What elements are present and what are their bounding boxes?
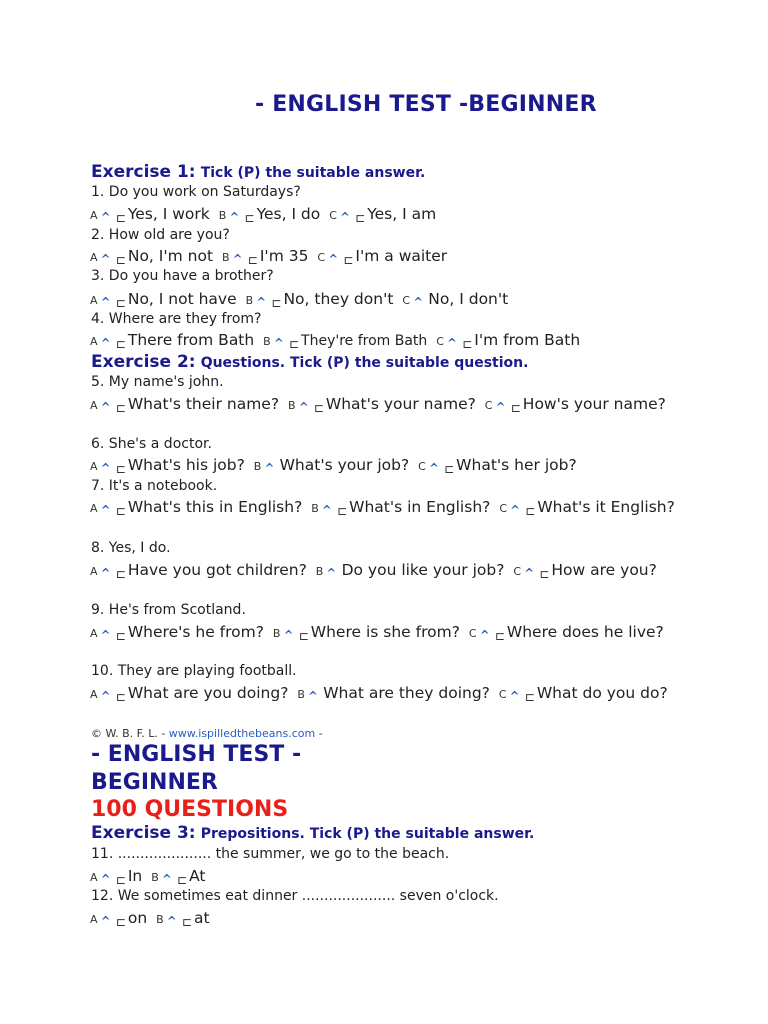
question-7: 7. It's a notebook. [91, 478, 218, 494]
header2-line3: 100 QUESTIONS [91, 797, 289, 822]
option-b-text: What's in English? [349, 498, 491, 516]
option-a-checkbox[interactable]: ‸ [100, 679, 111, 695]
option-c-checkbox[interactable]: ‸ [446, 326, 458, 342]
option-b-checkbox[interactable]: ‸ [326, 556, 337, 572]
option-letter: C [498, 688, 507, 701]
exercise-2-heading [91, 352, 528, 372]
box-mark-icon: ⊏ [115, 211, 126, 225]
option-letter: A [90, 627, 98, 640]
option-b-text: They're from Bath [301, 333, 428, 349]
option-a-checkbox[interactable]: ‸ [100, 200, 111, 216]
option-letter: C [317, 251, 326, 264]
box-mark-icon: ⊏ [313, 401, 324, 415]
option-a-checkbox[interactable]: ‸ [100, 326, 111, 342]
option-c-checkbox[interactable]: ‸ [428, 451, 440, 467]
question-3: 3. Do you have a brother? [91, 268, 274, 284]
option-b-text: Where is she from? [310, 623, 460, 641]
option-a-checkbox[interactable]: ‸ [100, 862, 111, 878]
answer-row-7 [90, 493, 690, 519]
box-mark-icon: ⊏ [115, 462, 126, 476]
box-mark-icon: ⊏ [247, 253, 258, 267]
option-letter: C [499, 502, 507, 515]
option-letter: C [436, 335, 444, 348]
box-mark-icon: ⊏ [115, 253, 126, 267]
question-4: 4. Where are they from? [91, 311, 262, 327]
option-c-checkbox[interactable]: ‸ [413, 285, 424, 301]
question-1: 1. Do you work on Saturdays? [91, 184, 301, 200]
option-c-checkbox[interactable]: ‸ [339, 200, 351, 216]
option-letter: B [297, 688, 305, 701]
option-c-text: How are you? [551, 561, 657, 579]
option-b-text: Yes, I do [256, 205, 321, 223]
option-a-text: on [127, 909, 148, 927]
option-b-checkbox[interactable]: ‸ [232, 242, 243, 258]
exercise-2-label: Exercise 2: [91, 352, 196, 372]
header2-line2: BEGINNER [91, 770, 218, 795]
option-b-text: Do you like your job? [341, 561, 505, 579]
option-letter: B [245, 294, 254, 307]
question-8: 8. Yes, I do. [91, 540, 171, 556]
option-b-checkbox[interactable]: ‸ [161, 862, 173, 878]
option-letter: B [156, 913, 164, 926]
exercise-3-label: Exercise 3: [91, 823, 196, 843]
question-11: 11. ..................... the summer, we go to the beach. [91, 846, 450, 862]
option-letter: A [90, 209, 98, 222]
option-b-checkbox[interactable]: ‸ [298, 390, 309, 406]
option-letter: B [272, 627, 281, 640]
question-12: 12. We sometimes eat dinner ..................... seven o'clock. [91, 888, 499, 904]
option-letter: A [90, 460, 98, 473]
option-b-text: What's your name? [325, 395, 476, 413]
option-letter: C [513, 565, 522, 578]
answer-row-6 [90, 451, 690, 477]
answer-row-1 [90, 200, 690, 226]
option-letter: B [263, 335, 271, 348]
option-letter: C [418, 460, 426, 473]
box-mark-icon: ⊏ [244, 211, 255, 225]
option-letter: B [311, 502, 319, 515]
option-c-text: What's her job? [456, 456, 577, 474]
option-a-text: No, I not have [127, 290, 237, 308]
option-a-checkbox[interactable]: ‸ [100, 618, 111, 634]
option-a-text: Have you got children? [127, 561, 307, 579]
option-c-text: How's your name? [522, 395, 666, 413]
option-a-text: There from Bath [127, 331, 255, 349]
page-title: - ENGLISH TEST -BEGINNER [255, 92, 597, 117]
option-a-text: In [127, 867, 143, 885]
option-a-checkbox[interactable]: ‸ [100, 556, 111, 572]
box-mark-icon: ⊏ [115, 915, 126, 929]
box-mark-icon: ⊏ [115, 629, 126, 643]
page-footer [91, 727, 323, 740]
option-c-text: Yes, I am [367, 205, 437, 223]
box-mark-icon: ⊏ [115, 873, 126, 887]
box-mark-icon: ⊏ [115, 401, 126, 415]
option-a-checkbox[interactable]: ‸ [100, 285, 111, 301]
option-c-text: What do you do? [536, 684, 668, 702]
option-c-checkbox[interactable]: ‸ [510, 493, 521, 509]
option-b-checkbox[interactable]: ‸ [264, 451, 275, 467]
option-c-text: What's it English? [537, 498, 675, 516]
option-a-checkbox[interactable]: ‸ [100, 242, 111, 258]
box-mark-icon: ⊏ [524, 690, 535, 704]
option-c-checkbox[interactable]: ‸ [479, 618, 490, 634]
option-c-text: Where does he live? [506, 623, 664, 641]
option-c-checkbox[interactable]: ‸ [524, 556, 535, 572]
box-mark-icon: ⊏ [115, 690, 126, 704]
option-letter: C [484, 399, 493, 412]
option-a-checkbox[interactable]: ‸ [100, 904, 111, 920]
option-letter: C [402, 294, 411, 307]
option-letter: A [90, 871, 98, 884]
website-link[interactable]: www.ispilledthebeans.com [168, 727, 316, 740]
box-mark-icon: ⊏ [337, 504, 348, 518]
option-a-text: No, I'm not [127, 247, 214, 265]
answer-row-12 [90, 904, 690, 930]
option-b-checkbox[interactable]: ‸ [307, 679, 319, 695]
option-a-checkbox[interactable]: ‸ [100, 451, 111, 467]
option-c-text: I'm from Bath [474, 331, 581, 349]
box-mark-icon: ⊏ [355, 211, 366, 225]
option-b-text: At [189, 867, 206, 885]
footer-suffix: - [318, 727, 323, 740]
answer-row-8 [90, 556, 690, 582]
option-a-checkbox[interactable]: ‸ [100, 390, 111, 406]
option-a-text: What's his job? [127, 456, 245, 474]
option-b-text: I'm 35 [259, 247, 309, 265]
option-b-checkbox[interactable]: ‸ [321, 493, 333, 509]
option-b-checkbox[interactable]: ‸ [166, 904, 177, 920]
exercise-2-instruction: Questions. Tick (P) the suitable question. [200, 355, 529, 371]
option-letter: A [90, 688, 98, 701]
option-b-text: What's your job? [279, 456, 410, 474]
option-b-text: What are they doing? [323, 684, 490, 702]
exercise-3-heading [91, 823, 534, 843]
answer-row-4 [90, 326, 690, 352]
option-letter: A [90, 251, 98, 264]
answer-row-11 [90, 862, 690, 888]
exercise-1-heading [91, 162, 425, 182]
option-c-checkbox[interactable]: ‸ [495, 390, 506, 406]
box-mark-icon: ⊏ [525, 504, 536, 518]
box-mark-icon: ⊏ [494, 629, 505, 643]
copyright-text: © W. B. F. L. - [91, 727, 166, 740]
option-letter: A [90, 565, 98, 578]
option-c-checkbox[interactable]: ‸ [509, 679, 520, 695]
option-b-checkbox[interactable]: ‸ [229, 200, 240, 216]
option-letter: B [253, 460, 262, 473]
box-mark-icon: ⊏ [462, 337, 473, 351]
exercise-1-label: Exercise 1: [91, 162, 196, 182]
question-9: 9. He's from Scotland. [91, 602, 246, 618]
option-a-text: What's this in English? [127, 498, 303, 516]
answer-row-5 [90, 390, 690, 416]
option-b-text: No, they don't [283, 290, 394, 308]
option-c-text: No, I don't [428, 290, 509, 308]
option-letter: A [90, 913, 98, 926]
answer-row-10 [90, 679, 690, 705]
option-letter: C [329, 209, 337, 222]
option-c-checkbox[interactable]: ‸ [328, 242, 339, 258]
box-mark-icon: ⊏ [539, 567, 550, 581]
option-c-text: I'm a waiter [355, 247, 448, 265]
box-mark-icon: ⊏ [510, 401, 521, 415]
box-mark-icon: ⊏ [115, 296, 126, 310]
option-b-text: at [193, 909, 210, 927]
option-a-text: What are you doing? [127, 684, 289, 702]
question-5: 5. My name's john. [91, 374, 224, 390]
answer-row-9 [90, 618, 690, 644]
question-2: 2. How old are you? [91, 227, 230, 243]
option-a-checkbox[interactable]: ‸ [100, 493, 111, 509]
answer-row-2 [90, 242, 690, 268]
question-6: 6. She's a doctor. [91, 436, 212, 452]
option-letter: B [315, 565, 324, 578]
option-letter: B [288, 399, 296, 412]
box-mark-icon: ⊏ [181, 915, 192, 929]
answer-row-3 [90, 285, 690, 311]
option-letter: A [90, 294, 98, 307]
option-letter: B [221, 251, 230, 264]
exercise-1-instruction: Tick (P) the suitable answer. [200, 165, 426, 181]
option-letter: A [90, 399, 98, 412]
question-10: 10. They are playing football. [91, 663, 297, 679]
box-mark-icon: ⊏ [298, 629, 309, 643]
option-letter: C [468, 627, 477, 640]
box-mark-icon: ⊏ [343, 253, 354, 267]
option-letter: A [90, 502, 98, 515]
box-mark-icon: ⊏ [115, 567, 126, 581]
option-b-checkbox[interactable]: ‸ [273, 326, 284, 342]
option-b-checkbox[interactable]: ‸ [283, 618, 294, 634]
option-letter: B [151, 871, 159, 884]
box-mark-icon: ⊏ [115, 504, 126, 518]
box-mark-icon: ⊏ [288, 337, 300, 351]
box-mark-icon: ⊏ [271, 296, 282, 310]
option-b-checkbox[interactable]: ‸ [256, 285, 267, 301]
box-mark-icon: ⊏ [444, 462, 455, 476]
header2-line1: - ENGLISH TEST - [91, 742, 302, 767]
option-a-text: Where's he from? [127, 623, 264, 641]
option-letter: B [218, 209, 227, 222]
exercise-3-instruction: Prepositions. Tick (P) the suitable answer. [200, 826, 535, 842]
option-a-text: Yes, I work [127, 205, 210, 223]
option-letter: A [90, 335, 98, 348]
option-a-text: What's their name? [127, 395, 280, 413]
box-mark-icon: ⊏ [177, 873, 188, 887]
box-mark-icon: ⊏ [115, 337, 126, 351]
